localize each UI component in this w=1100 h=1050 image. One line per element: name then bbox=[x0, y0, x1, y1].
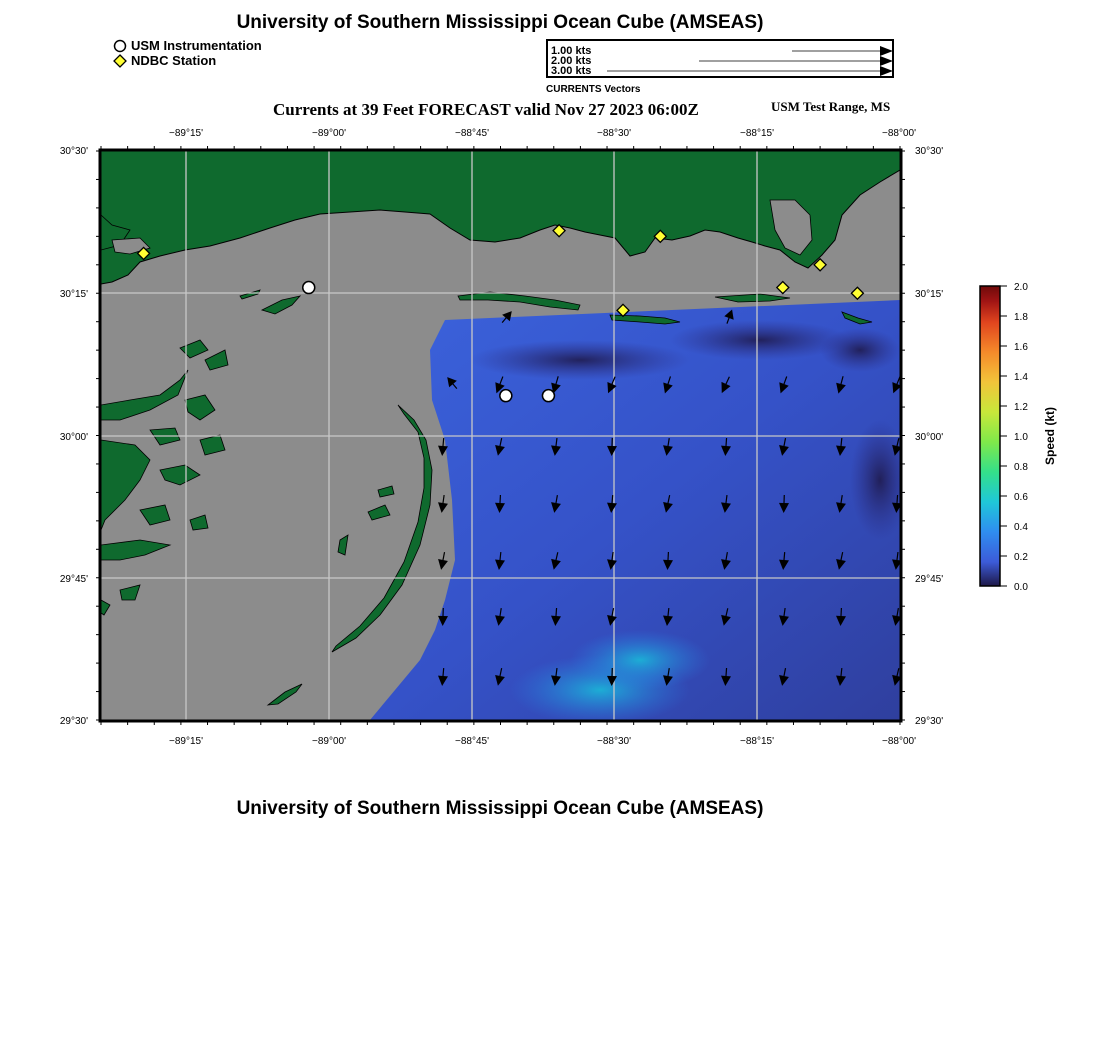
colorbar-tick: 1.4 bbox=[1014, 372, 1028, 383]
colorbar-tick: 0.2 bbox=[1014, 552, 1028, 563]
colorbar-tick: 0.6 bbox=[1014, 492, 1028, 503]
colorbar-tick: 1.6 bbox=[1014, 342, 1028, 353]
lon-label-bottom: −88°30' bbox=[597, 736, 631, 747]
colorbar-tick: 2.0 bbox=[1014, 282, 1028, 293]
usm-instrument-marker[interactable] bbox=[303, 282, 315, 294]
speed-colorbar bbox=[970, 280, 1070, 595]
legend-usm-label: USM Instrumentation bbox=[131, 38, 262, 53]
lon-label-top: −88°15' bbox=[740, 128, 774, 139]
page-title: University of Southern Mississippi Ocean Cube (AMSEAS) bbox=[236, 12, 764, 33]
lon-label-top: −88°00' bbox=[882, 128, 916, 139]
lat-label-left: 30°15' bbox=[59, 289, 88, 300]
lat-label-right: 29°30' bbox=[915, 716, 944, 727]
legend-ndbc-label: NDBC Station bbox=[131, 53, 217, 68]
lon-label-bottom: −88°15' bbox=[740, 736, 774, 747]
colorbar-tick: 1.0 bbox=[1014, 432, 1028, 443]
map-subtitle: Currents at 39 Feet FORECAST valid Nov 27 2023 06:00Z bbox=[273, 100, 699, 119]
lon-label-top: −88°45' bbox=[455, 128, 489, 139]
lat-label-left: 30°30' bbox=[59, 146, 88, 157]
colorbar-tick: 0.8 bbox=[1014, 462, 1028, 473]
region-label: USM Test Range, MS bbox=[771, 99, 891, 114]
lon-label-bottom: −88°00' bbox=[882, 736, 916, 747]
lat-label-left: 29°45' bbox=[59, 574, 88, 585]
lat-label-right: 30°30' bbox=[915, 146, 944, 157]
lat-label-right: 30°15' bbox=[915, 289, 944, 300]
lat-label-left: 29°30' bbox=[59, 716, 88, 727]
lon-label-top: −89°00' bbox=[312, 128, 346, 139]
vectors-caption: CURRENTS Vectors bbox=[546, 84, 641, 95]
lon-label-bottom: −89°15' bbox=[169, 736, 203, 747]
lat-label-left: 30°00' bbox=[59, 432, 88, 443]
colorbar-scale bbox=[980, 286, 1000, 586]
lon-label-bottom: −89°00' bbox=[312, 736, 346, 747]
usm-instrument-marker[interactable] bbox=[542, 390, 554, 402]
colorbar-tick: 0.4 bbox=[1014, 522, 1028, 533]
colorbar-tick: 0.0 bbox=[1014, 582, 1028, 593]
lat-label-right: 29°45' bbox=[915, 574, 944, 585]
lat-label-right: 30°00' bbox=[915, 432, 944, 443]
vector-scale-2: 2.00 kts bbox=[551, 55, 592, 67]
vector-scale-1: 1.00 kts bbox=[551, 45, 592, 57]
colorbar-tick: 1.2 bbox=[1014, 402, 1028, 413]
footer-title: University of Southern Mississippi Ocean Cube (AMSEAS) bbox=[236, 798, 764, 819]
colorbar-tick: 1.8 bbox=[1014, 312, 1028, 323]
colorbar-label: Speed (kt) bbox=[1043, 406, 1057, 466]
vector-scale-3: 3.00 kts bbox=[551, 65, 592, 77]
lon-label-top: −88°30' bbox=[597, 128, 631, 139]
lon-label-bottom: −88°45' bbox=[455, 736, 489, 747]
usm-instrument-marker[interactable] bbox=[500, 390, 512, 402]
lon-label-top: −89°15' bbox=[169, 128, 203, 139]
